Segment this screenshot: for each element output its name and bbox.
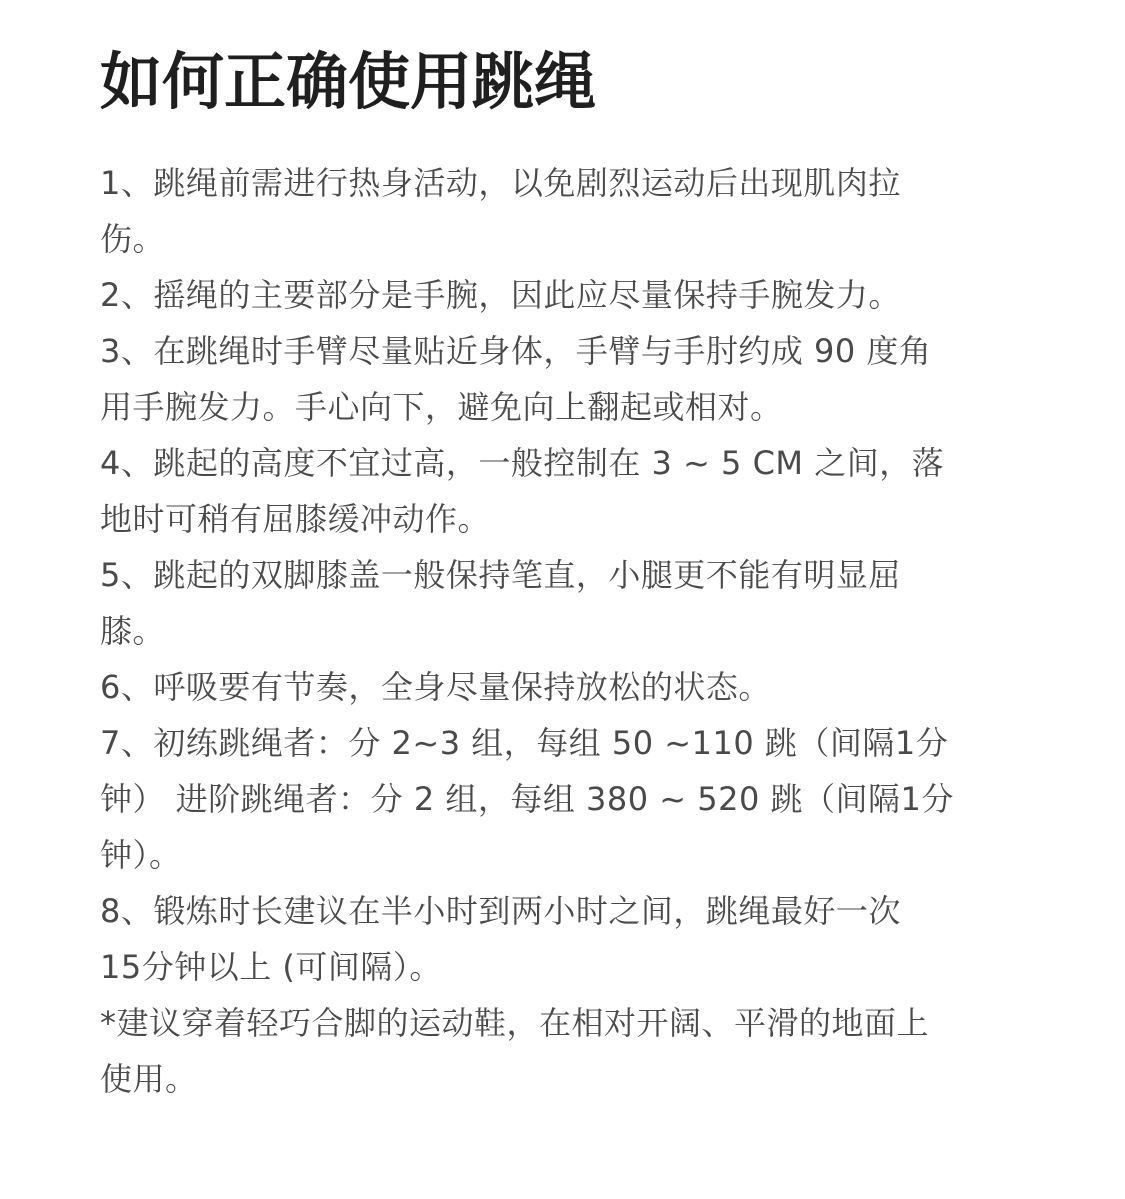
tip-5 [100,547,1028,659]
tip-2 [100,267,1028,323]
tip-line: 2、摇绳的主要部分是手腕，因此应尽量保持手腕发力。 [100,276,901,314]
tip-line: 钟） 进阶跳绳者：分 2 组，每组 380 ~ 520 跳（间隔1分 [100,780,954,818]
tip-line: 伤。 [100,220,166,258]
tip-line: 7、初练跳绳者：分 2~3 组，每组 50 ~110 跳（间隔1分 [100,724,949,762]
tip-line: 6、呼吸要有节奏，全身尽量保持放松的状态。 [100,668,771,706]
tip-line: 使用。 [100,1060,198,1098]
tip-line: 15分钟以上 (可间隔）。 [100,948,442,986]
tip-4 [100,435,1028,547]
tip-line: 4、跳起的高度不宜过高，一般控制在 3 ~ 5 CM 之间，落 [100,444,945,482]
tip-line: 5、跳起的双脚膝盖一般保持笔直，小腿更不能有明显屈 [100,556,901,594]
tip-note [100,995,1028,1107]
tip-line: 地时可稍有屈膝缓冲动作。 [100,500,491,538]
tip-7 [100,715,1028,883]
tip-1 [100,155,1028,267]
article-body [100,155,1028,1107]
tip-line: 8、锻炼时长建议在半小时到两小时之间，跳绳最好一次 [100,892,901,930]
tip-6 [100,659,1028,715]
page-title: 如何正确使用跳绳 [100,45,597,118]
tip-line: 钟）。 [100,836,182,874]
tip-3 [100,323,1028,435]
tip-line: 膝。 [100,612,166,650]
tip-line: 1、跳绳前需进行热身活动，以免剧烈运动后出现肌肉拉 [100,164,901,202]
tip-line: 用手腕发力。手心向下，避免向上翻起或相对。 [100,388,783,426]
tip-line: 3、在跳绳时手臂尽量贴近身体，手臂与手肘约成 90 度角 [100,332,932,370]
tip-line: *建议穿着轻巧合脚的运动鞋，在相对开阔、平滑的地面上 [100,1004,930,1042]
tip-8 [100,883,1028,995]
